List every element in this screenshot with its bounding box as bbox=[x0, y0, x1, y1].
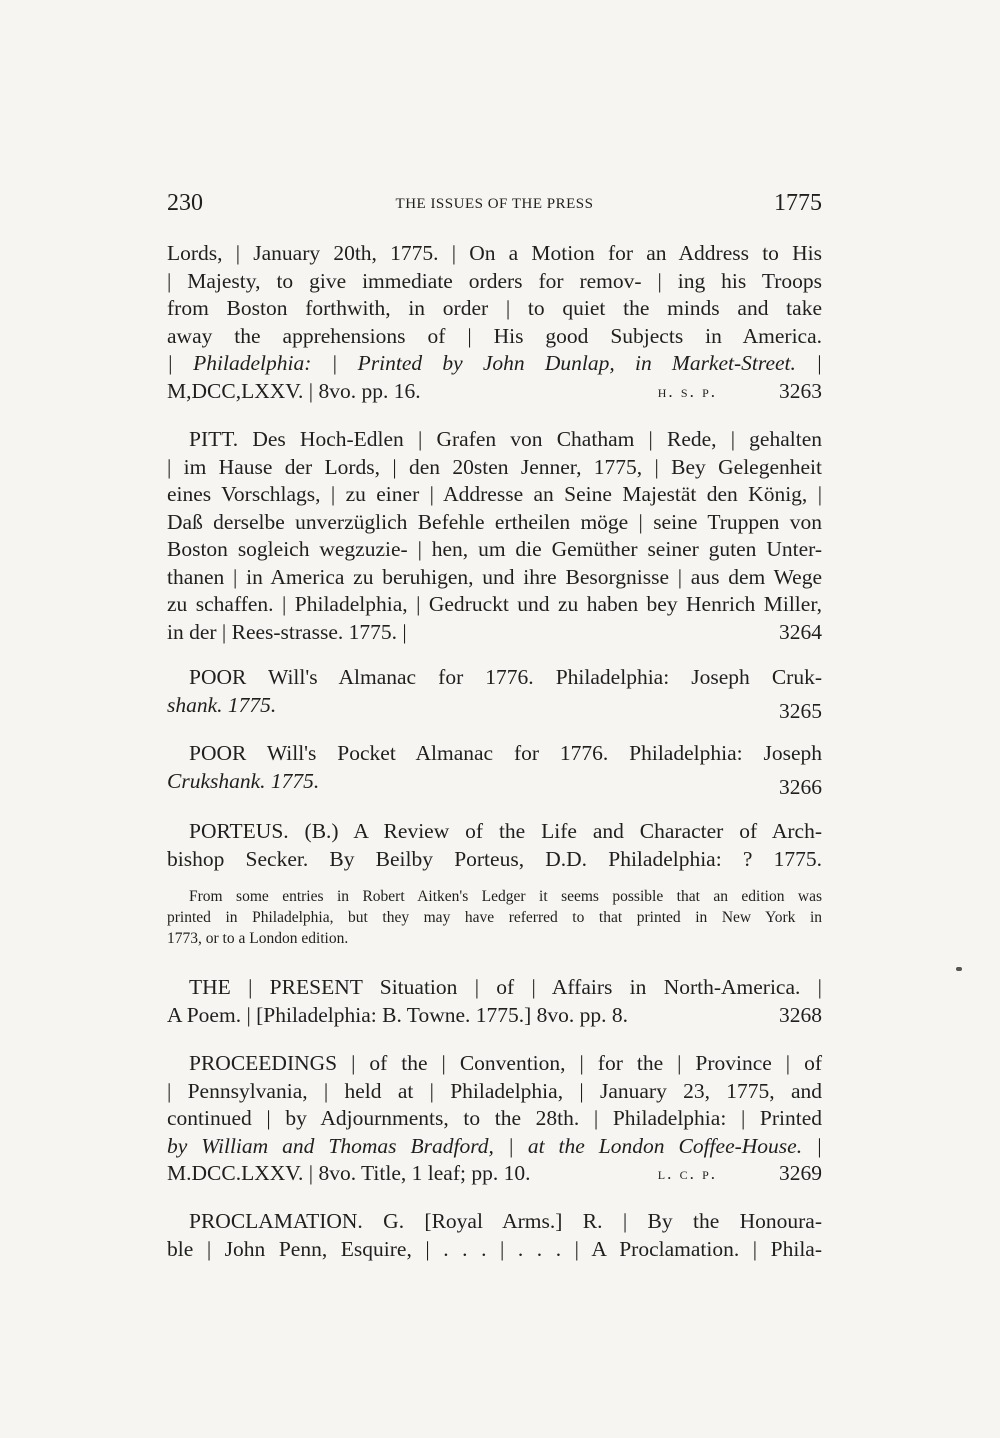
porteus-note bbox=[167, 886, 822, 949]
entry-line: by William and Thomas Bradford, | at the London Coffee-House. | bbox=[167, 1133, 822, 1158]
entry-line: | Majesty, to give immediate orders for remov- | ing his Troops bbox=[167, 268, 822, 293]
running-header bbox=[167, 190, 822, 222]
entry-line: POOR Will's Pocket Almanac for 1776. Philadelphia: Joseph bbox=[189, 741, 822, 765]
entry-imprint: M,DCC,LXXV. | 8vo. pp. 16. bbox=[167, 378, 421, 403]
entry-line: PROCLAMATION. G. [Royal Arms.] R. | By the Honoura- bbox=[189, 1209, 822, 1233]
entry-line bbox=[167, 768, 822, 799]
page-number: 230 bbox=[167, 190, 203, 216]
note-line: printed in Philadelphia, but they may have referred to that printed in New York in bbox=[167, 909, 822, 926]
entry-line: Boston sogleich wegzuzie- | hen, um die Gemüther seiner guten Unter- bbox=[167, 537, 822, 561]
entry-number: 3268 bbox=[779, 1002, 822, 1027]
entry-pitt bbox=[167, 426, 822, 646]
entry-line: eines Vorschlags, | zu einer | Addresse an Seine Majestät den König, | bbox=[167, 482, 822, 506]
entry-imprint: in der | Rees-strasse. 1775. | bbox=[167, 619, 407, 644]
entry-poor-wills-almanac bbox=[167, 664, 822, 723]
entry-line: THE | PRESENT Situation | of | Affairs in North-America. | bbox=[189, 975, 822, 999]
entry-porteus bbox=[167, 818, 822, 873]
entry-proclamation bbox=[167, 1208, 822, 1263]
entry-line: PITT. Des Hoch-Edlen | Grafen von Chatham | Rede, | gehalten bbox=[189, 427, 822, 451]
entry-line: POOR Will's Almanac for 1776. Philadelphia: Joseph Cruk- bbox=[189, 665, 822, 689]
entry-line bbox=[167, 1002, 822, 1030]
note-line: 1773, or to a London edition. bbox=[167, 930, 349, 947]
entry-line bbox=[167, 378, 822, 406]
entry-line bbox=[167, 692, 822, 723]
entry-line: | Pennsylvania, | held at | Philadelphia, | January 23, 1775, and bbox=[167, 1078, 822, 1103]
entry-number: 3263 bbox=[779, 378, 822, 403]
entry-line: ble | John Penn, Esquire, | . . . | . . . | A Proclamation. | Phila- bbox=[167, 1236, 822, 1261]
entry-line: zu schaffen. | Philadelphia, | Gedruckt und zu haben bey Henrich Miller, bbox=[167, 592, 822, 616]
entry-line bbox=[167, 619, 822, 647]
entry-imprint: A Poem. | [Philadelphia: B. Towne. 1775.] 8vo. pp. 8. bbox=[167, 1002, 629, 1027]
entry-number: 3265 bbox=[779, 698, 822, 723]
entry-line: | Philadelphia: | Printed by John Dunlap, in Market-Street. | bbox=[167, 351, 822, 375]
entry-line: | im Hause der Lords, | den 20sten Jenner, 1775, | Bey Gelegenheit bbox=[167, 454, 822, 479]
entry-imprint: Crukshank. 1775. bbox=[167, 768, 320, 793]
running-title: THE ISSUES OF THE PRESS bbox=[395, 196, 594, 212]
library-code: l. c. p. bbox=[657, 1164, 717, 1183]
entry-imprint: M.DCC.LXXV. | 8vo. Title, 1 leaf; pp. 10. bbox=[167, 1161, 531, 1185]
entry-line: PROCEEDINGS | of the | Convention, | for the | Province | of bbox=[189, 1051, 822, 1075]
entry-line: Daß derselbe unverzüglich Befehle ertheilen möge | seine Truppen von bbox=[167, 509, 822, 534]
entry-line: away the apprehensions of | His good Subjects in America. bbox=[167, 323, 822, 348]
entry-line: thanen | in America zu beruhigen, und ihre Besorgnisse | aus dem Wege bbox=[167, 564, 822, 589]
entry-imprint: shank. 1775. bbox=[167, 692, 277, 717]
entry-poor-wills-pocket-almanac bbox=[167, 740, 822, 799]
entry-number: 3266 bbox=[779, 774, 822, 799]
entry-line: PORTEUS. (B.) A Review of the Life and Character of Arch- bbox=[189, 819, 822, 843]
header-year: 1775 bbox=[774, 190, 822, 216]
entry-present-situation bbox=[167, 974, 822, 1029]
entry-number: 3264 bbox=[779, 619, 822, 644]
entry-lords-motion bbox=[167, 240, 822, 405]
ink-speck bbox=[956, 967, 962, 971]
entry-line: bishop Secker. By Beilby Porteus, D.D. Philadelphia: ? 1775. bbox=[167, 846, 822, 871]
entry-proceedings bbox=[167, 1050, 822, 1188]
entry-line: from Boston forthwith, in order | to quiet the minds and take bbox=[167, 296, 822, 320]
entry-line: continued | by Adjournments, to the 28th. | Philadelphia: | Printed bbox=[167, 1106, 822, 1130]
note-line: From some entries in Robert Aitken's Ledger it seems possible that an edition was bbox=[189, 888, 822, 905]
entry-number: 3269 bbox=[779, 1161, 822, 1185]
entry-line: Lords, | January 20th, 1775. | On a Motion for an Address to His bbox=[167, 241, 822, 265]
entry-line bbox=[167, 1160, 822, 1188]
library-code: h. s. p. bbox=[657, 381, 717, 401]
